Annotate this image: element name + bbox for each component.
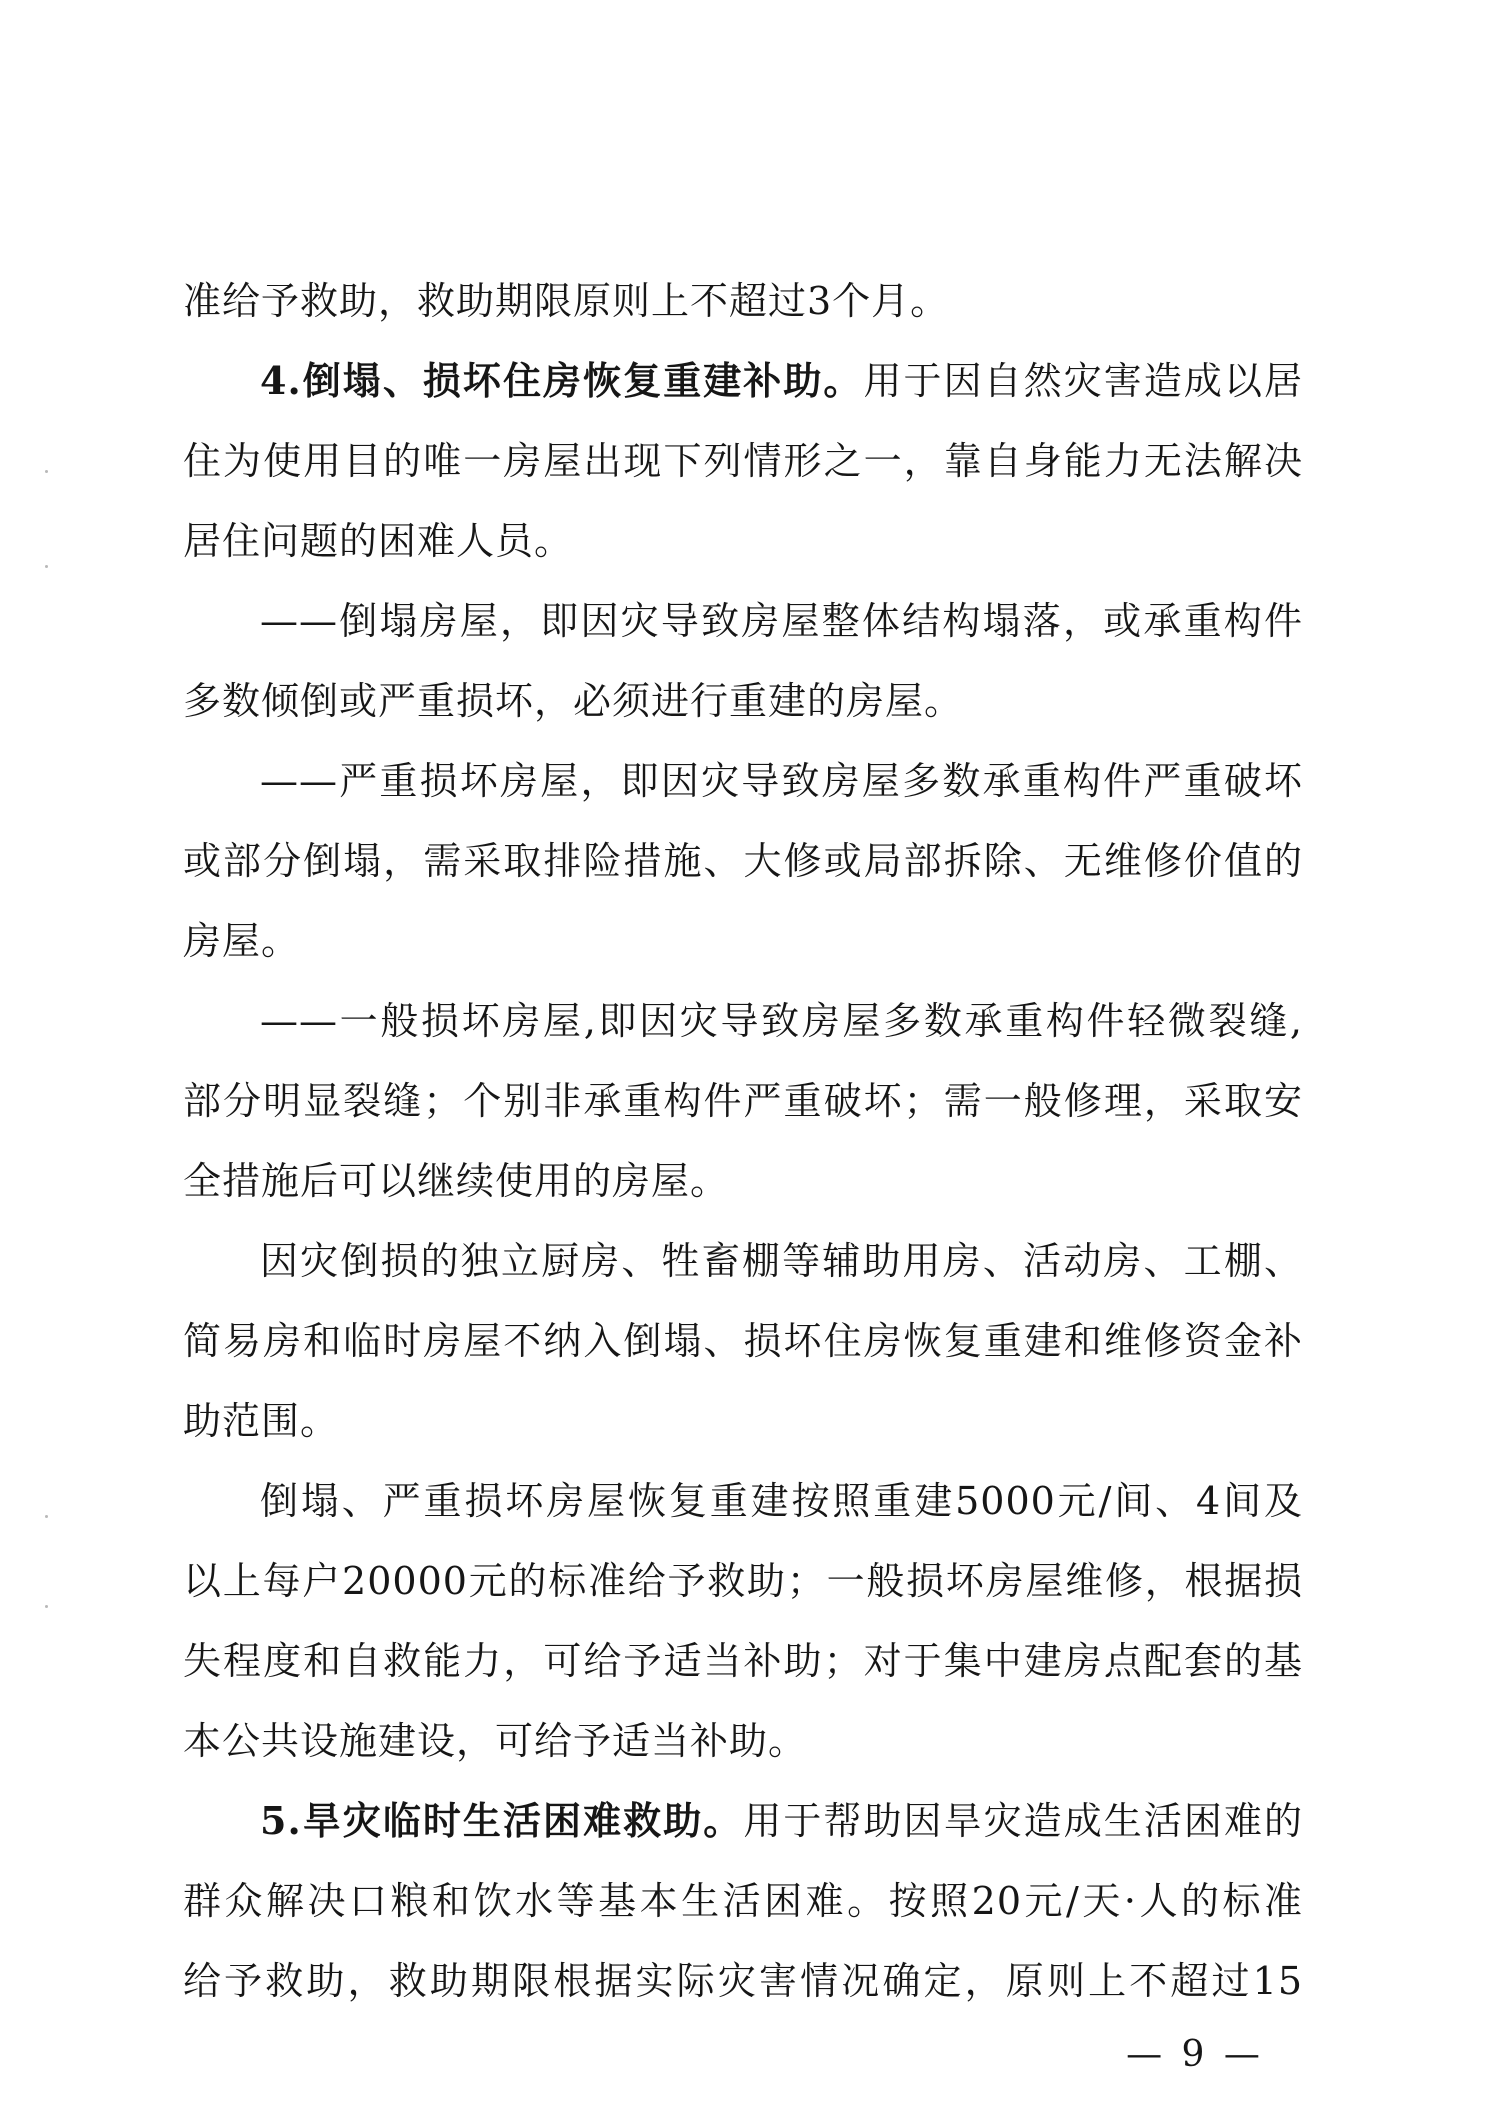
text-line: 助范围。: [183, 1399, 340, 1443]
text-line: 部分明显裂缝；个别非承重构件严重破坏；需一般修理，采取安: [183, 1079, 1303, 1123]
text-line: 房屋。: [183, 919, 301, 963]
scan-speck: [45, 565, 48, 568]
text-line: 以上每户20000元的标准给予救助；一般损坏房屋维修，根据损: [183, 1559, 1303, 1603]
text-line: 倒塌、严重损坏房屋恢复重建按照重建5000元/间、4间及: [260, 1479, 1303, 1523]
text-line: 群众解决口粮和饮水等基本生活困难。按照20元/天·人的标准: [183, 1879, 1303, 1923]
text-line: 或部分倒塌，需采取排险措施、大修或局部拆除、无维修价值的: [183, 839, 1303, 883]
section-heading-4: 4.倒塌、损坏住房恢复重建补助。: [260, 358, 864, 403]
scan-speck: [45, 1515, 48, 1518]
section-heading-5-rest: 用于帮助因旱灾造成生活困难的: [743, 1799, 1303, 1843]
text-line: 失程度和自救能力，可给予适当补助；对于集中建房点配套的基: [183, 1639, 1303, 1683]
text-line: 准给予救助，救助期限原则上不超过3个月。: [183, 279, 950, 323]
text-line: ——严重损坏房屋，即因灾导致房屋多数承重构件严重破坏: [260, 759, 1303, 803]
text-line: ——倒塌房屋，即因灾导致房屋整体结构塌落，或承重构件: [260, 599, 1303, 643]
section-heading-line: [260, 352, 1303, 410]
text-line: ——一般损坏房屋,即因灾导致房屋多数承重构件轻微裂缝,: [260, 999, 1303, 1043]
scan-speck: [45, 1605, 48, 1608]
section-heading-line: [260, 1792, 1303, 1850]
text-line: 本公共设施建设，可给予适当补助。: [183, 1719, 808, 1763]
text-line: 居住问题的困难人员。: [183, 519, 574, 563]
page-number: — 9 —: [1126, 2034, 1264, 2075]
text-line: 因灾倒损的独立厨房、牲畜棚等辅助用房、活动房、工棚、: [260, 1239, 1303, 1283]
text-line: 简易房和临时房屋不纳入倒塌、损坏住房恢复重建和维修资金补: [183, 1319, 1303, 1363]
text-line: 给予救助，救助期限根据实际灾害情况确定，原则上不超过15: [183, 1959, 1303, 2003]
section-heading-4-rest: 用于因自然灾害造成以居: [863, 359, 1303, 403]
scan-speck: [45, 470, 48, 473]
text-line: 住为使用目的唯一房屋出现下列情形之一，靠自身能力无法解决: [183, 439, 1303, 483]
text-line: 多数倾倒或严重损坏，必须进行重建的房屋。: [183, 679, 964, 723]
text-line: 全措施后可以继续使用的房屋。: [183, 1159, 730, 1203]
section-heading-5: 5.旱灾临时生活困难救助。: [260, 1798, 744, 1843]
